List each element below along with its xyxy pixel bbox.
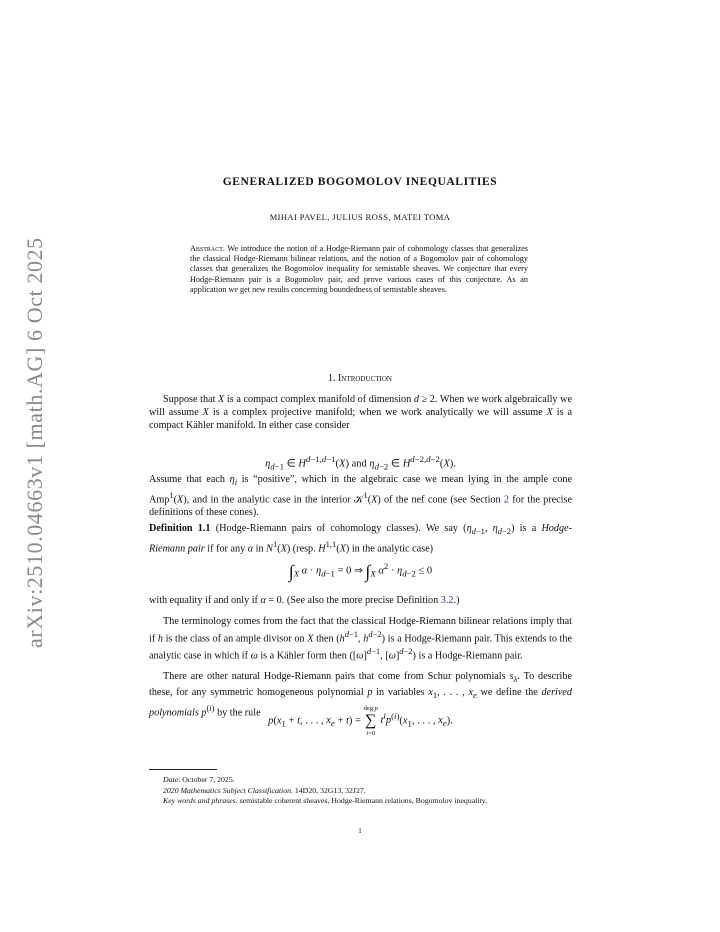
equation-hodge-riemann: $\int_X$ $\alpha \cdot \eta_{d-1} = 0$ ⇒ $\int_X$ $\alpha^2 \cdot \eta_{d-2} \le 0$ — [288, 561, 433, 582]
paper-title: GENERALIZED BOGOMOLOV INEQUALITIES — [222, 176, 498, 188]
page-number: 1 — [358, 826, 362, 835]
intro-paragraph-5: There are other natural Hodge-Riemann pairs that come from Schur polynomials $s_\lambda$. To describe these, for any symmetric homogeneous polynomial p in variables $x_1$, . . . , $x_e$ we define the derived polynomials $p^{(i)}$ by the rule — [149, 671, 573, 719]
paper-authors: MIHAI PAVEL, JULIUS ROSS, MATEI TOMA — [269, 212, 451, 222]
intro-paragraph-1: Suppose that X is a compact complex manifold of dimension d ≥ 2. When we work algebraically we will assume X is a complex projective manifold; when we work analytically we will assume X is a compact Kähler manifold. In either case consider — [149, 394, 572, 431]
section-title: Introduction — [338, 373, 392, 384]
footnotes — [149, 775, 572, 807]
definition-ref-link[interactable]: 3.2 — [440, 595, 454, 606]
footnote-date: Date: October 7, 2025. — [163, 775, 235, 784]
footnote-msc: 2020 Mathematics Subject Classification. 14D20, 32G13, 32J27. — [163, 785, 366, 795]
abstract-text: We introduce the notion of a Hodge-Riemann pair of cohomology classes that generalizes the classical Hodge-Riemann bilinear relations, and the notion of a Bogomolov pair of cohomology classes that generalizes the Bogomolov inequality for semistable sheaves. We conjecture that every Hodge-Riemann pair is a Bogomolov pair, and prove various cases of this conjecture. As an application we get new results concerning boundedness of semistable sheaves. — [190, 244, 528, 294]
section-number: 1. — [328, 373, 336, 384]
abstract-label: Abstract. — [190, 244, 225, 253]
arxiv-stamp: arXiv:2510.04663v1 [math.AG] 6 Oct 2025 — [22, 237, 47, 648]
definition-1-1: Definition 1.1 (Hodge-Riemann pairs of cohomology classes). We say ($\eta_{d-1}$, $\eta_{d-2}$) is a Hodge-Riemann pair if for any α in $N^1(X)$ (resp. H$^{1,1}$(X) in the analytic case) — [149, 523, 572, 555]
footnote-rule — [149, 769, 217, 770]
intro-paragraph-4: The terminology comes from the fact that the classical Hodge-Riemann bilinear relations imply that if h is the class of an ample divisor on X then ($h^{d-1}$, $h^{d-2}$) is a Hodge-Riemann pair. This extends to the analytic case in which if ω is a Kähler form then ($[\omega]^{d-1}$, $[\omega]^{d-2}$) is a Hodge-Riemann pair. — [149, 616, 572, 662]
equation-eta: $\eta_{d-1}$ ∈ $H^{d-1,d-1}(X)$ and $\eta_{d-2}$ ∈ $H^{d-2,d-2}(X)$. — [265, 454, 456, 472]
abstract — [190, 244, 528, 295]
footnote-keywords: Key words and phrases. semistable coherent sheaves, Hodge-Riemann relations, Bogomolov inequality. — [163, 796, 488, 805]
intro-paragraph-3: with equality if and only if α = 0. (See also the more precise Definition 3.2.) — [149, 595, 460, 606]
intro-paragraph-2: Assume that each $\eta_i$ is “positive”, which in the algebraic case we mean lying in the ample cone Amp$^1$(X), and in the analytic case in the interior 𝒦$^1$(X) of the nef cone (see Section 2 for the precise definitions of these cones). — [149, 474, 572, 519]
section-heading — [0, 373, 720, 384]
equation-derived-polynomials: $p(x_1 + t$, . . . , $x_e + t$) = deg p ∑ i=0 $t^ip^{(i)}(x_1$, . . . , $x_e$). — [268, 705, 453, 737]
section-ref-link[interactable]: 2 — [503, 494, 509, 506]
